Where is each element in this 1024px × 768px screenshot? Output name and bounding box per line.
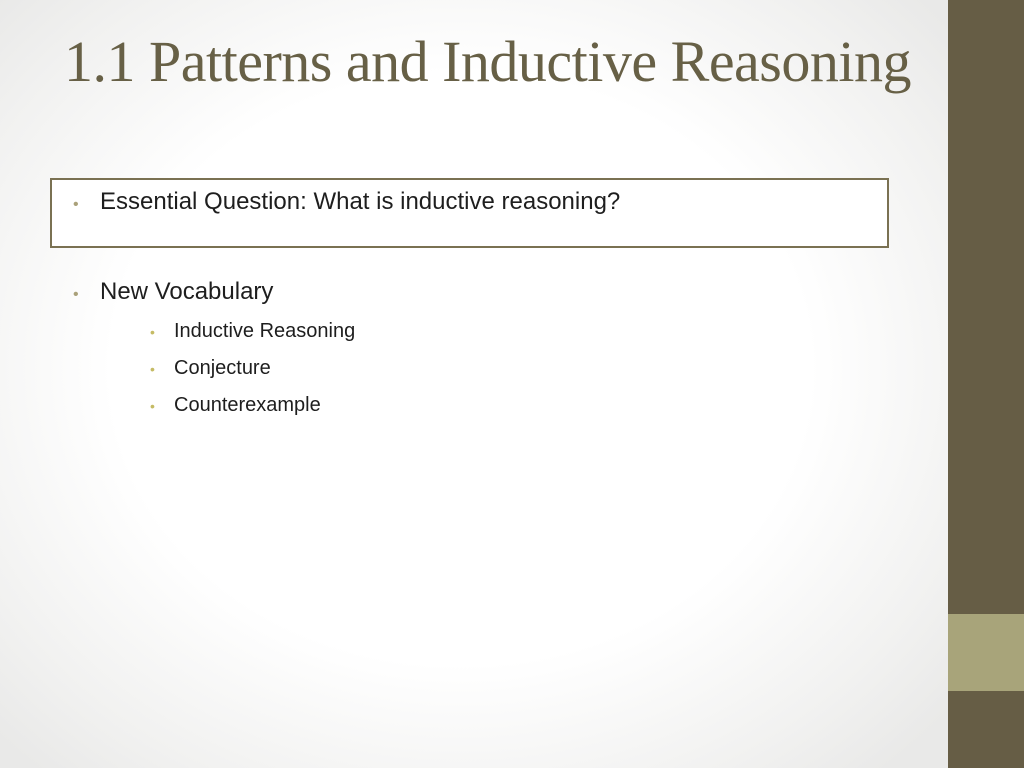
- vocab-heading-item: [50, 278, 273, 306]
- vocab-item: [0, 320, 355, 343]
- sub-bullet-icon: •: [150, 398, 155, 414]
- vocab-item-text: Counterexample: [174, 394, 321, 416]
- sub-bullet-icon: •: [150, 324, 155, 340]
- sidebar-accent-block: [948, 614, 1024, 691]
- bullet-icon: •: [73, 196, 79, 213]
- vocab-heading-text: New Vocabulary: [100, 278, 274, 305]
- essential-question-text: Essential Question: What is inductive reasoning?: [100, 188, 621, 215]
- essential-question-item: [50, 188, 620, 216]
- vocab-item: [0, 394, 321, 417]
- vocab-item-text: Inductive Reasoning: [174, 320, 356, 342]
- vocab-item-text: Conjecture: [174, 357, 271, 379]
- sub-bullet-icon: •: [150, 361, 155, 377]
- slide-title: 1.1 Patterns and Inductive Reasoning: [64, 29, 911, 94]
- vocab-item: [0, 357, 271, 380]
- bullet-icon: •: [73, 286, 79, 303]
